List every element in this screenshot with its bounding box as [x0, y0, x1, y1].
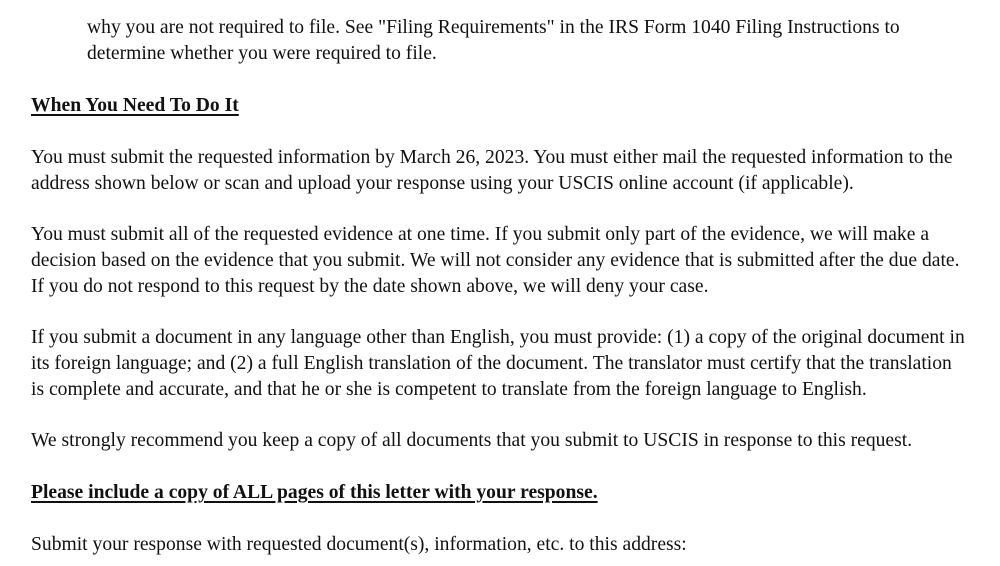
deadline-paragraph [31, 145, 1000, 197]
when-you-need-to-do-it-heading: When You Need To Do It [31, 95, 239, 116]
evidence-paragraph [31, 222, 1000, 300]
paragraph-line: You must submit all of the requested evidence at one time. If you submit only part of the evidence, we will make a [31, 224, 930, 245]
paragraph-line: Submit your response with requested document(s), information, etc. to this address: [31, 534, 687, 555]
include-all-pages-heading: Please include a copy of ALL pages of this letter with your response. [31, 482, 598, 503]
paragraph-line: why you are not required to file. See "Filing Requirements" in the IRS Form 1040 Filing Instructions to [87, 17, 900, 38]
paragraph-line: We strongly recommend you keep a copy of all documents that you submit to USCIS in response to this request. [31, 430, 913, 451]
paragraph-line: If you do not respond to this request by the date shown above, we will deny your case. [31, 276, 709, 297]
paragraph-line: You must submit the requested information by March 26, 2023. You must either mail the requested information to the [31, 147, 953, 168]
paragraph-line: its foreign language; and (2) a full English translation of the document. The translator must certify that the translation [31, 353, 952, 374]
paragraph-line: determine whether you were required to file. [87, 43, 437, 64]
translation-paragraph [31, 325, 1000, 403]
submit-address-paragraph [31, 532, 1000, 558]
paragraph-line: decision based on the evidence that you submit. We will not consider any evidence that is submitted after the due date. [31, 250, 960, 271]
paragraph-line: If you submit a document in any language other than English, you must provide: (1) a copy of the original document in [31, 327, 965, 348]
paragraph-line: address shown below or scan and upload your response using your USCIS online account (if applicable). [31, 173, 854, 194]
filing-requirements-paragraph [87, 15, 1000, 67]
recommend-paragraph [31, 428, 1000, 454]
paragraph-line: is complete and accurate, and that he or she is competent to translate from the foreign language to English. [31, 379, 867, 400]
